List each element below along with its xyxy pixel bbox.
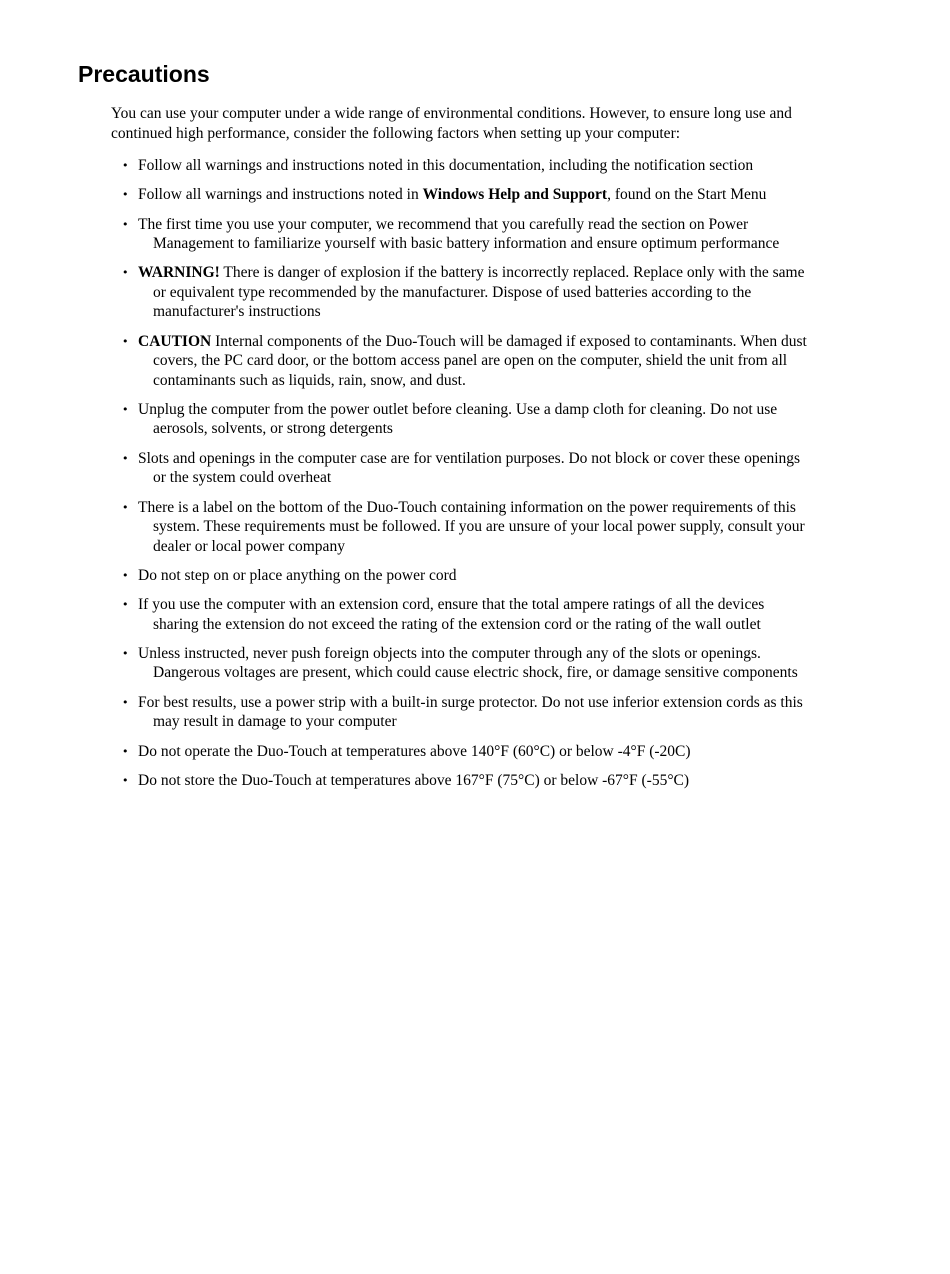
item-text: There is danger of explosion if the battery is incorrectly replaced. Replace only with the same or equivalent type recommended by the manufacturer. Dispose of used batteries according to the manufacturer's instructions [153, 264, 805, 321]
list-item [0, 566, 812, 586]
list-item [0, 400, 812, 439]
bullet-icon: • [122, 334, 129, 348]
bullet-icon: • [122, 266, 129, 280]
list-item [0, 156, 812, 176]
item-text: Do not operate the Duo-Touch at temperatures above 140°F (60°C) or below -4°F (-20C) [138, 742, 691, 760]
item-tail-text: , found on the Start Menu [607, 186, 767, 204]
list-item [0, 595, 812, 634]
bullet-icon: • [122, 598, 129, 612]
intro-paragraph: You can use your computer under a wide range of environmental conditions. However, to ensure long use and continued high performance, consider the following factors when setting up your computer: [111, 105, 792, 142]
item-text: Do not store the Duo-Touch at temperatures above 167°F (75°C) or below -67°F (-55°C) [138, 771, 690, 789]
bullet-icon: • [122, 188, 129, 202]
precautions-list [0, 156, 950, 800]
page-title: Precautions [78, 61, 210, 87]
list-item [0, 771, 812, 791]
warning-label: WARNING! [138, 264, 220, 282]
item-text: There is a label on the bottom of the Duo-Touch containing information on the power requirements of this system. These requirements must be followed. If you are unsure of your local power supply, consult your dealer or local power company [138, 498, 805, 555]
list-item [0, 263, 812, 322]
item-text: Follow all warnings and instructions noted in this documentation, including the notification section [138, 157, 754, 174]
bullet-icon: • [122, 695, 129, 709]
list-item [0, 215, 812, 254]
item-text: The first time you use your computer, we recommend that you carefully read the section on Power Management to familiarize yourself with basic battery information and ensure optimum performance [138, 215, 780, 253]
caution-label: CAUTION [138, 332, 212, 350]
item-text: Internal components of the Duo-Touch will be damaged if exposed to contaminants. When dust covers, the PC card door, or the bottom access panel are open on the computer, shield the unit from all contaminants such as liquids, rain, snow, and dust. [153, 332, 807, 389]
item-text: Unless instructed, never push foreign objects into the computer through any of the slots or openings. Dangerous voltages are present, which could cause electric shock, fire, or damage sensitive components [138, 644, 798, 682]
bullet-icon: • [122, 568, 129, 582]
bullet-icon: • [122, 451, 129, 465]
item-text: If you use the computer with an extension cord, ensure that the total ampere ratings of all the devices sharing the extension do not exceed the rating of the extension cord or the rating of the wall outlet [138, 596, 765, 633]
list-item [0, 449, 812, 488]
bullet-icon: • [122, 402, 129, 416]
item-text: Slots and openings in the computer case are for ventilation purposes. Do not block or cover these openings or the system could overheat [138, 449, 801, 487]
item-text: For best results, use a power strip with a built-in surge protector. Do not use inferior extension cords as this may result in damage to your computer [138, 693, 803, 731]
list-item [0, 644, 812, 683]
bullet-icon: • [122, 773, 129, 787]
item-text: Unplug the computer from the power outlet before cleaning. Use a damp cloth for cleaning. Do not use aerosols, solvents, or strong detergents [138, 400, 778, 438]
bullet-icon: • [122, 500, 129, 514]
item-text: Do not step on or place anything on the power cord [138, 566, 457, 584]
list-item [0, 332, 812, 391]
bullet-icon: • [122, 646, 129, 660]
list-item [0, 742, 812, 762]
list-item [0, 498, 812, 557]
bullet-icon: • [122, 217, 129, 231]
item-bold-text: Windows Help and Support [422, 186, 608, 204]
bullet-icon: • [122, 744, 129, 758]
list-item [0, 693, 812, 732]
bullet-icon: • [122, 159, 129, 172]
item-text: Follow all warnings and instructions noted in [138, 186, 423, 204]
list-item [0, 185, 812, 205]
